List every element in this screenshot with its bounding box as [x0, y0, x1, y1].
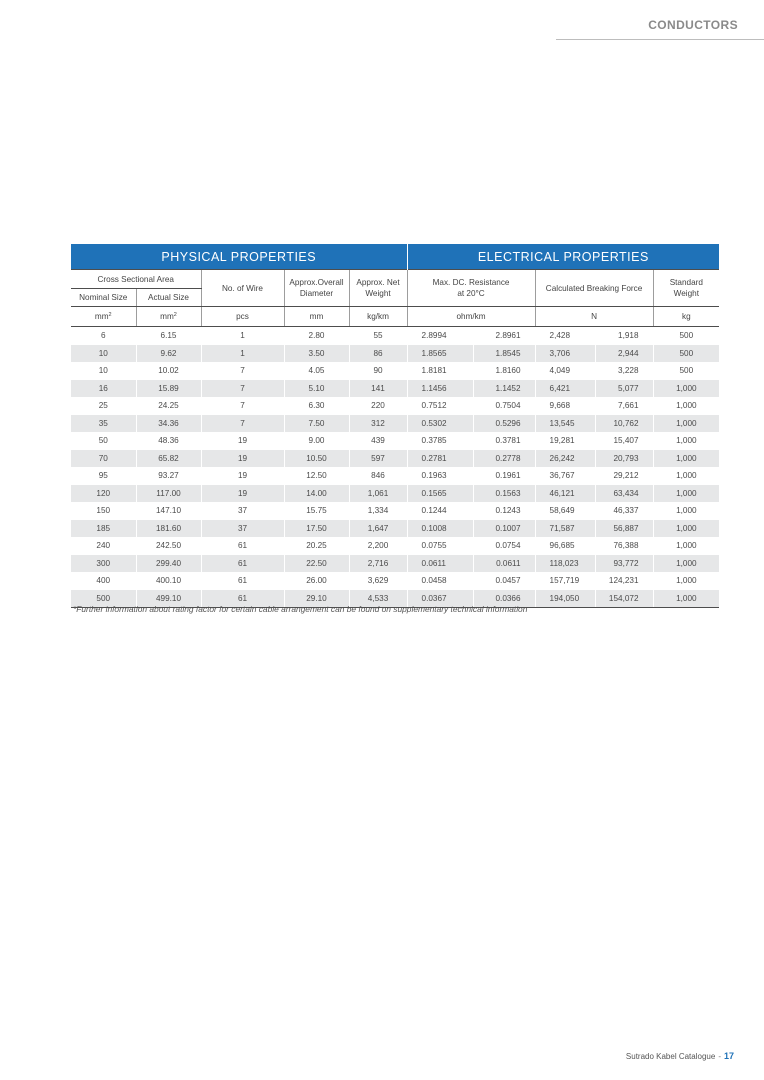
cell-standard-weight: 500 [653, 345, 719, 363]
dc-resistance-header [407, 270, 535, 307]
unit-weight: kg/km [349, 307, 407, 327]
cell-net-weight: 597 [349, 450, 407, 468]
cell-actual-size: 499.10 [136, 590, 201, 608]
cell-actual-size: 299.40 [136, 555, 201, 573]
conductor-spec-table-container [71, 244, 719, 608]
table-row [71, 450, 719, 468]
cell-breaking-force-a: 19,281 [535, 432, 595, 450]
cell-breaking-force-b: 76,388 [595, 537, 653, 555]
cell-resistance-b: 0.0366 [473, 590, 535, 608]
cell-standard-weight: 1,000 [653, 450, 719, 468]
physical-properties-header: PHYSICAL PROPERTIES [71, 244, 407, 270]
cell-breaking-force-b: 154,072 [595, 590, 653, 608]
cell-overall-diameter: 17.50 [284, 520, 349, 538]
unit-wire: pcs [201, 307, 284, 327]
cell-resistance-b: 0.1563 [473, 485, 535, 503]
cell-actual-size: 34.36 [136, 415, 201, 433]
cell-breaking-force-b: 63,434 [595, 485, 653, 503]
cell-standard-weight: 1,000 [653, 380, 719, 398]
unit-nominal-size [71, 307, 136, 327]
cell-resistance-b: 1.8160 [473, 362, 535, 380]
cell-nominal-size: 70 [71, 450, 136, 468]
table-row [71, 502, 719, 520]
cell-net-weight: 90 [349, 362, 407, 380]
cell-breaking-force-b: 10,762 [595, 415, 653, 433]
cell-resistance-a: 1.1456 [407, 380, 473, 398]
cell-resistance-a: 0.1244 [407, 502, 473, 520]
unit-diameter: mm [284, 307, 349, 327]
electrical-properties-header: ELECTRICAL PROPERTIES [407, 244, 719, 270]
cell-nominal-size: 300 [71, 555, 136, 573]
cell-no-of-wire: 19 [201, 467, 284, 485]
table-body [71, 327, 719, 608]
cell-breaking-force-b: 124,231 [595, 572, 653, 590]
cell-breaking-force-b: 1,918 [595, 327, 653, 345]
cell-breaking-force-a: 71,587 [535, 520, 595, 538]
cell-net-weight: 55 [349, 327, 407, 345]
cell-standard-weight: 1,000 [653, 572, 719, 590]
cell-actual-size: 400.10 [136, 572, 201, 590]
unit-actual-size [136, 307, 201, 327]
cell-resistance-a: 2.8994 [407, 327, 473, 345]
cell-resistance-a: 0.5302 [407, 415, 473, 433]
cell-net-weight: 220 [349, 397, 407, 415]
net-weight-header-line2: Weight [365, 289, 391, 298]
cell-actual-size: 147.10 [136, 502, 201, 520]
cell-no-of-wire: 7 [201, 415, 284, 433]
cell-resistance-a: 0.3785 [407, 432, 473, 450]
standard-weight-header-line1: Standard [669, 278, 703, 287]
cell-breaking-force-a: 9,668 [535, 397, 595, 415]
cell-resistance-a: 0.7512 [407, 397, 473, 415]
cell-breaking-force-a: 118,023 [535, 555, 595, 573]
cell-standard-weight: 500 [653, 362, 719, 380]
cell-actual-size: 24.25 [136, 397, 201, 415]
cell-breaking-force-b: 56,887 [595, 520, 653, 538]
cell-breaking-force-b: 46,337 [595, 502, 653, 520]
cell-no-of-wire: 19 [201, 432, 284, 450]
group-header-row [71, 244, 719, 270]
cell-breaking-force-a: 36,767 [535, 467, 595, 485]
cell-standard-weight: 1,000 [653, 537, 719, 555]
cell-overall-diameter: 7.50 [284, 415, 349, 433]
page-number: 17 [723, 1051, 734, 1061]
cell-no-of-wire: 37 [201, 502, 284, 520]
cell-resistance-a: 0.1565 [407, 485, 473, 503]
cell-no-of-wire: 61 [201, 555, 284, 573]
cell-net-weight: 1,061 [349, 485, 407, 503]
cell-nominal-size: 10 [71, 345, 136, 363]
cell-overall-diameter: 9.00 [284, 432, 349, 450]
cell-breaking-force-b: 5,077 [595, 380, 653, 398]
cell-net-weight: 141 [349, 380, 407, 398]
cell-overall-diameter: 4.05 [284, 362, 349, 380]
cell-standard-weight: 1,000 [653, 555, 719, 573]
cell-resistance-b: 1.8545 [473, 345, 535, 363]
cell-breaking-force-a: 26,242 [535, 450, 595, 468]
cell-standard-weight: 1,000 [653, 590, 719, 608]
cell-nominal-size: 35 [71, 415, 136, 433]
cell-nominal-size: 400 [96, 576, 111, 586]
cell-breaking-force-b: 15,407 [595, 432, 653, 450]
cell-nominal-size: 10 [98, 366, 108, 376]
table-row [71, 327, 719, 345]
cell-net-weight: 86 [349, 345, 407, 363]
cell-no-of-wire: 1 [201, 327, 284, 345]
cell-no-of-wire: 19 [201, 485, 284, 503]
footnote: *Further information about rating factor for certain cable arrangement can be found on supplementary technical information [73, 604, 528, 614]
cell-overall-diameter: 14.00 [284, 485, 349, 503]
net-weight-header-line1: Approx. Net [356, 278, 400, 287]
cell-resistance-a: 0.1963 [407, 467, 473, 485]
cell-standard-weight: 1,000 [653, 467, 719, 485]
cell-breaking-force-a: 194,050 [535, 590, 595, 608]
cell-resistance-b: 2.8961 [473, 327, 535, 345]
page-footer [626, 1051, 734, 1061]
cell-overall-diameter: 10.50 [284, 450, 349, 468]
cell-net-weight: 312 [349, 415, 407, 433]
table-row [71, 432, 719, 450]
cell-resistance-b: 0.0754 [473, 537, 535, 555]
nominal-size-header: Nominal Size [71, 289, 136, 307]
conductor-spec-table [71, 244, 719, 608]
cell-no-of-wire: 7 [201, 380, 284, 398]
cell-overall-diameter: 22.50 [284, 555, 349, 573]
cell-actual-size: 181.60 [136, 520, 201, 538]
cell-resistance-a: 0.0367 [407, 590, 473, 608]
dc-resistance-header-line2: at 20°C [457, 289, 485, 298]
dc-resistance-header-line1: Max. DC. Resistance [432, 278, 510, 287]
cell-nominal-size: 95 [98, 471, 108, 481]
cell-standard-weight: 1,000 [653, 397, 719, 415]
cell-breaking-force-b: 29,212 [595, 467, 653, 485]
cell-actual-size: 15.89 [136, 380, 201, 398]
breaking-force-header: Calculated Breaking Force [535, 270, 653, 307]
cell-net-weight: 2,200 [349, 537, 407, 555]
cell-breaking-force-a: 46,121 [535, 485, 595, 503]
table-row [71, 362, 719, 380]
cell-no-of-wire: 7 [201, 397, 284, 415]
cell-net-weight: 1,647 [349, 520, 407, 538]
unit-actual-exponent: 2 [173, 312, 177, 318]
cell-no-of-wire: 61 [201, 572, 284, 590]
diameter-header-line2: Diameter [299, 289, 334, 298]
net-weight-header [349, 270, 407, 307]
cell-resistance-b: 0.1961 [473, 467, 535, 485]
cell-standard-weight: 1,000 [653, 502, 719, 520]
cell-resistance-a: 0.0755 [407, 537, 473, 555]
cell-breaking-force-b: 3,228 [595, 362, 653, 380]
unit-nominal-exponent: 2 [108, 312, 112, 318]
cell-resistance-b: 0.5296 [473, 415, 535, 433]
cell-breaking-force-a: 58,649 [535, 502, 595, 520]
cell-nominal-size: 240 [96, 541, 111, 551]
cell-standard-weight: 1,000 [653, 485, 719, 503]
cell-nominal-size: 6 [100, 331, 106, 341]
cell-overall-diameter: 3.50 [284, 345, 349, 363]
cell-overall-diameter: 15.75 [284, 502, 349, 520]
cell-actual-size: 48.36 [136, 432, 201, 450]
cell-resistance-b: 0.1243 [473, 502, 535, 520]
table-row [71, 345, 719, 363]
table-row [71, 415, 719, 433]
cell-resistance-b: 0.1007 [473, 520, 535, 538]
cell-nominal-size: 16 [71, 380, 136, 398]
cell-no-of-wire: 7 [201, 362, 284, 380]
cell-actual-size: 6.15 [136, 327, 201, 345]
section-title: CONDUCTORS [648, 18, 738, 32]
cell-no-of-wire: 1 [201, 345, 284, 363]
cell-standard-weight: 1,000 [653, 432, 719, 450]
cell-actual-size: 117.00 [136, 485, 201, 503]
header-divider [556, 39, 764, 40]
table-row [71, 520, 719, 538]
cell-resistance-b: 0.3781 [473, 432, 535, 450]
table-row [71, 485, 719, 503]
cell-breaking-force-a: 4,049 [535, 362, 595, 380]
cell-breaking-force-b: 7,661 [595, 397, 653, 415]
table-row [71, 537, 719, 555]
table-row [71, 572, 719, 590]
standard-weight-header [653, 270, 719, 307]
diameter-header [284, 270, 349, 307]
cell-resistance-a: 1.8181 [407, 362, 473, 380]
cell-no-of-wire: 19 [201, 450, 284, 468]
standard-weight-header-line2: Weight [673, 289, 699, 298]
cell-standard-weight: 1,000 [653, 520, 719, 538]
unit-resistance: ohm/km [407, 307, 535, 327]
cell-standard-weight: 1,000 [653, 415, 719, 433]
unit-actual-base: mm [160, 312, 174, 321]
cell-resistance-b: 1.1452 [473, 380, 535, 398]
cross-sectional-area-header: Cross Sectional Area [71, 270, 201, 289]
cell-breaking-force-b: 93,772 [595, 555, 653, 573]
table-row [71, 555, 719, 573]
cell-resistance-a: 0.2781 [407, 450, 473, 468]
cell-overall-diameter: 29.10 [284, 590, 349, 608]
column-header-row-1 [71, 270, 719, 289]
cell-resistance-a: 0.1008 [407, 520, 473, 538]
cell-resistance-b: 0.2778 [473, 450, 535, 468]
cell-nominal-size: 50 [98, 436, 108, 446]
cell-resistance-b: 0.0457 [473, 572, 535, 590]
cell-overall-diameter: 5.10 [284, 380, 349, 398]
cell-resistance-a: 0.0611 [407, 555, 473, 573]
cell-net-weight: 1,334 [349, 502, 407, 520]
cell-breaking-force-a: 2,428 [535, 327, 595, 345]
cell-net-weight: 2,716 [349, 555, 407, 573]
cell-no-of-wire: 61 [201, 590, 284, 608]
catalogue-name: Sutrado Kabel Catalogue [625, 1052, 716, 1061]
cell-net-weight: 3,629 [349, 572, 407, 590]
table-row [71, 467, 719, 485]
cell-actual-size: 93.27 [136, 467, 201, 485]
cell-overall-diameter: 2.80 [284, 327, 349, 345]
cell-net-weight: 439 [349, 432, 407, 450]
diameter-header-line1: Approx.Overall [289, 278, 344, 287]
cell-breaking-force-b: 20,793 [595, 450, 653, 468]
cell-breaking-force-a: 3,706 [535, 345, 595, 363]
unit-nominal-base: mm [94, 312, 109, 321]
cell-nominal-size: 120 [71, 485, 136, 503]
cell-nominal-size: 25 [98, 401, 108, 411]
cell-nominal-size: 500 [71, 590, 136, 608]
cell-actual-size: 242.50 [136, 537, 201, 555]
cell-actual-size: 10.02 [136, 362, 201, 380]
cell-breaking-force-b: 2,944 [595, 345, 653, 363]
unit-standard-weight: kg [653, 307, 719, 327]
cell-overall-diameter: 6.30 [284, 397, 349, 415]
cell-resistance-a: 1.8565 [407, 345, 473, 363]
units-row [71, 307, 719, 327]
unit-force: N [535, 307, 653, 327]
cell-standard-weight: 500 [653, 327, 719, 345]
cell-actual-size: 9.62 [136, 345, 201, 363]
cell-resistance-b: 0.7504 [473, 397, 535, 415]
cell-overall-diameter: 12.50 [284, 467, 349, 485]
cell-resistance-a: 0.0458 [407, 572, 473, 590]
cell-net-weight: 846 [349, 467, 407, 485]
cell-overall-diameter: 26.00 [284, 572, 349, 590]
actual-size-header: Actual Size [136, 289, 201, 307]
cell-breaking-force-a: 96,685 [535, 537, 595, 555]
table-row [71, 380, 719, 398]
cell-resistance-b: 0.0611 [473, 555, 535, 573]
cell-no-of-wire: 61 [201, 537, 284, 555]
cell-nominal-size: 150 [96, 506, 111, 516]
cell-breaking-force-a: 157,719 [535, 572, 595, 590]
cell-nominal-size: 185 [71, 520, 136, 538]
cell-no-of-wire: 37 [201, 520, 284, 538]
cell-breaking-force-a: 6,421 [535, 380, 595, 398]
cell-actual-size: 65.82 [136, 450, 201, 468]
no-of-wire-header: No. of Wire [201, 270, 284, 307]
table-row [71, 397, 719, 415]
cell-breaking-force-a: 13,545 [535, 415, 595, 433]
cell-overall-diameter: 20.25 [284, 537, 349, 555]
cell-net-weight: 4,533 [349, 590, 407, 608]
footer-separator: - [718, 1052, 721, 1061]
